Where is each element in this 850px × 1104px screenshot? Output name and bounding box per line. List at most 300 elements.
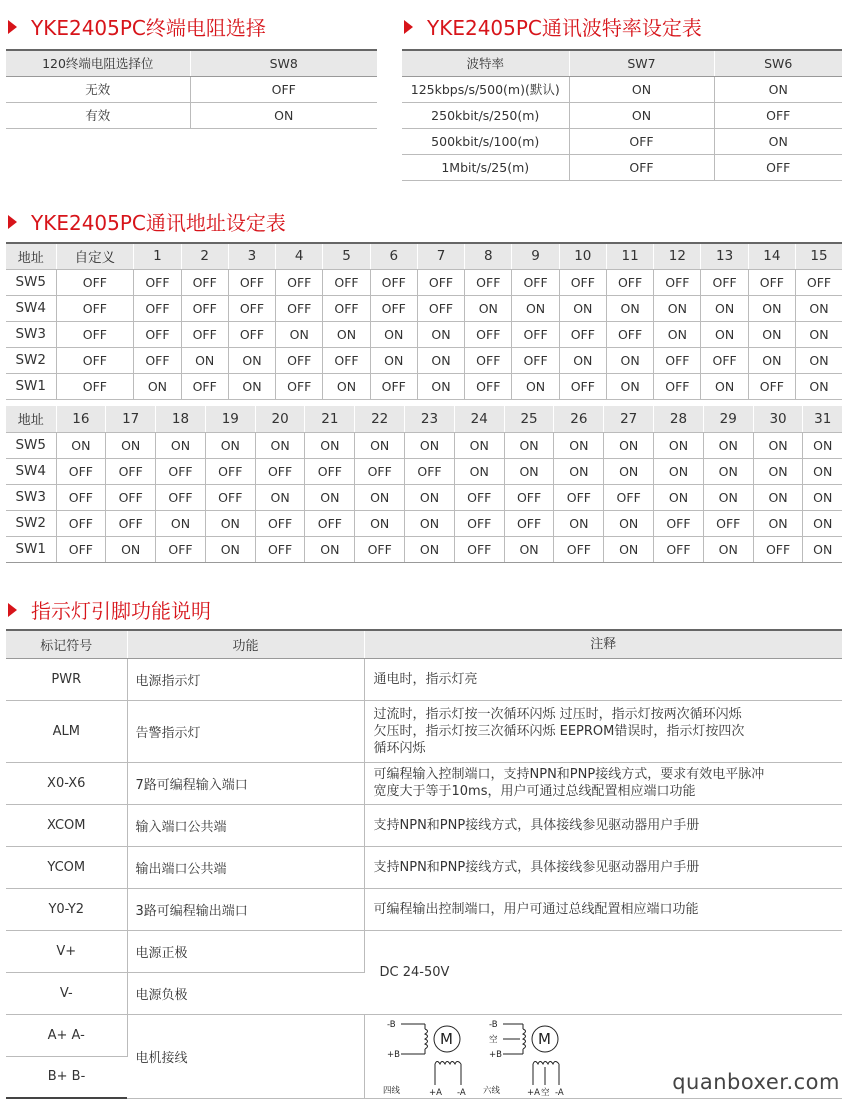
switch-state-cell: OFF xyxy=(703,510,753,536)
address-number-header: 10 xyxy=(559,243,606,269)
switch-state-cell: ON xyxy=(134,373,181,399)
switch-state-cell: OFF xyxy=(604,484,654,510)
switch-state-cell: OFF xyxy=(106,510,156,536)
table-cell: OFF xyxy=(190,76,377,102)
address-number-header: 30 xyxy=(753,406,803,432)
pin-function-cell: 电源指示灯 xyxy=(127,658,364,700)
address-label-header: 地址 xyxy=(6,406,56,432)
pin-note-line: 可编程输出控制端口，用户可通过总线配置相应端口功能 xyxy=(373,901,699,917)
switch-label-cell: SW4 xyxy=(6,458,56,484)
switch-state-cell: OFF xyxy=(512,347,559,373)
table-cell: ON xyxy=(569,102,714,128)
switch-state-cell: OFF xyxy=(559,373,606,399)
switch-state-cell: ON xyxy=(305,484,355,510)
switch-state-cell: OFF xyxy=(56,347,134,373)
switch-state-cell: OFF xyxy=(559,321,606,347)
six-wire-b-plus: +B xyxy=(488,1050,502,1060)
address-number-header: 20 xyxy=(255,406,305,432)
switch-state-cell: OFF xyxy=(181,321,228,347)
address-label-header: 地址 xyxy=(6,243,56,269)
switch-state-cell: ON xyxy=(604,536,654,562)
pin-note-line: 可编程输入控制端口，支持NPN和PNP接线方式，要求有效电平脉冲 xyxy=(373,767,765,782)
pin-function-cell: 告警指示灯 xyxy=(127,700,364,762)
switch-state-cell: OFF xyxy=(56,373,134,399)
switch-state-cell: ON xyxy=(255,432,305,458)
table-row xyxy=(402,102,842,128)
table-row xyxy=(6,484,842,510)
table-row xyxy=(6,888,842,930)
address-number-header: 自定义 xyxy=(56,243,134,269)
switch-label-cell: SW2 xyxy=(6,347,56,373)
six-wire-b-common: 空 xyxy=(488,1035,498,1045)
switch-state-cell: ON xyxy=(205,536,255,562)
switch-state-cell: OFF xyxy=(134,321,181,347)
switch-state-cell: ON xyxy=(606,373,653,399)
switch-state-cell: OFF xyxy=(56,321,134,347)
switch-state-cell: OFF xyxy=(796,269,842,295)
table-row xyxy=(6,658,842,700)
address-number-header: 19 xyxy=(205,406,255,432)
switch-state-cell: ON xyxy=(405,484,455,510)
six-wire-motor-label: M xyxy=(537,1030,551,1048)
switch-state-cell: OFF xyxy=(181,269,228,295)
address-number-header: 16 xyxy=(56,406,106,432)
table-row xyxy=(6,762,842,804)
motor-wiring-function: 电机接线 xyxy=(127,1014,364,1098)
switch-state-cell: OFF xyxy=(276,295,323,321)
switch-state-cell: ON xyxy=(228,373,275,399)
switch-state-cell: ON xyxy=(554,458,604,484)
triangle-bullet-icon xyxy=(8,603,17,617)
six-wire-motor-diagram xyxy=(482,1015,685,1099)
table-row xyxy=(6,846,842,888)
power-plus-symbol: V+ xyxy=(6,930,127,972)
switch-state-cell: OFF xyxy=(134,347,181,373)
switch-state-cell: OFF xyxy=(753,536,803,562)
switch-state-cell: OFF xyxy=(512,269,559,295)
switch-state-cell: ON xyxy=(701,321,748,347)
switch-state-cell: OFF xyxy=(654,269,701,295)
power-minus-symbol: V- xyxy=(6,972,127,1014)
table-cell: ON xyxy=(569,76,714,102)
table-cell: ON xyxy=(190,102,377,128)
switch-state-cell: ON xyxy=(228,347,275,373)
address-number-header: 8 xyxy=(465,243,512,269)
address-number-header: 25 xyxy=(504,406,554,432)
term-title-text: YKE2405PC终端电阻选择 xyxy=(31,16,266,40)
switch-state-cell: OFF xyxy=(465,347,512,373)
table-header-row xyxy=(6,630,842,658)
switch-state-cell: ON xyxy=(796,347,842,373)
switch-state-cell: ON xyxy=(417,347,464,373)
header-cell: SW8 xyxy=(190,50,377,76)
table-cell: OFF xyxy=(714,102,842,128)
table-header-row xyxy=(402,50,842,76)
switch-state-cell: ON xyxy=(205,510,255,536)
pin-symbol-cell: YCOM xyxy=(6,846,127,888)
table-row xyxy=(6,804,842,846)
pins-title-text: 指示灯引脚功能说明 xyxy=(31,599,211,623)
address-number-header: 22 xyxy=(355,406,405,432)
triangle-bullet-icon xyxy=(404,20,413,34)
address-table-1-15 xyxy=(6,242,842,400)
switch-state-cell: ON xyxy=(803,484,842,510)
switch-state-cell: ON xyxy=(559,295,606,321)
switch-state-cell: OFF xyxy=(355,458,405,484)
switch-state-cell: ON xyxy=(454,432,504,458)
switch-label-cell: SW2 xyxy=(6,510,56,536)
switch-state-cell: ON xyxy=(305,536,355,562)
switch-state-cell: OFF xyxy=(454,484,504,510)
header-cell: 功能 xyxy=(127,630,364,658)
switch-state-cell: OFF xyxy=(323,269,370,295)
table-row xyxy=(6,295,842,321)
switch-state-cell: OFF xyxy=(748,373,795,399)
switch-state-cell: ON xyxy=(405,536,455,562)
address-number-header: 13 xyxy=(701,243,748,269)
switch-state-cell: ON xyxy=(753,484,803,510)
switch-state-cell: OFF xyxy=(255,458,305,484)
switch-state-cell: OFF xyxy=(654,536,704,562)
switch-state-cell: OFF xyxy=(370,373,417,399)
pin-note-cell xyxy=(364,762,842,804)
table-row xyxy=(402,128,842,154)
switch-state-cell: ON xyxy=(417,321,464,347)
pin-note-line: 支持NPN和PNP接线方式，具体接线参见驱动器用户手册 xyxy=(373,817,700,833)
switch-state-cell: OFF xyxy=(654,510,704,536)
switch-state-cell: ON xyxy=(554,432,604,458)
table-cell: 无效 xyxy=(6,76,190,102)
pin-note-line: 宽度大于等于10ms，用户可通过总线配置相应端口功能 xyxy=(373,784,696,799)
address-number-header: 9 xyxy=(512,243,559,269)
switch-state-cell: ON xyxy=(803,510,842,536)
pin-symbol-cell: ALM xyxy=(6,700,127,762)
switch-state-cell: OFF xyxy=(417,269,464,295)
address-number-header: 4 xyxy=(276,243,323,269)
pin-symbol-cell: X0-X6 xyxy=(6,762,127,804)
switch-state-cell: OFF xyxy=(504,484,554,510)
address-number-header: 17 xyxy=(106,406,156,432)
switch-state-cell: OFF xyxy=(56,295,134,321)
pins-table-body xyxy=(6,658,842,930)
switch-state-cell: ON xyxy=(803,432,842,458)
switch-state-cell: OFF xyxy=(405,458,455,484)
address-number-header: 15 xyxy=(796,243,842,269)
address-number-header: 23 xyxy=(405,406,455,432)
pin-function-cell: 3路可编程输出端口 xyxy=(127,888,364,930)
pin-note-line: 欠压时，指示灯按三次循环闪烁 EEPROM错误时，指示灯按四次 xyxy=(373,723,745,739)
switch-state-cell: ON xyxy=(803,458,842,484)
switch-state-cell: ON xyxy=(504,536,554,562)
switch-state-cell: ON xyxy=(405,432,455,458)
pin-note-cell xyxy=(364,888,842,930)
switch-state-cell: OFF xyxy=(181,373,228,399)
pin-function-cell: 输入端口公共端 xyxy=(127,804,364,846)
switch-state-cell: ON xyxy=(370,321,417,347)
switch-state-cell: ON xyxy=(796,295,842,321)
switch-state-cell: OFF xyxy=(205,484,255,510)
header-cell: SW7 xyxy=(569,50,714,76)
table-cell: OFF xyxy=(714,154,842,180)
six-wire-a-common: 空 xyxy=(540,1088,550,1098)
switch-state-cell: ON xyxy=(355,432,405,458)
switch-state-cell: OFF xyxy=(454,510,504,536)
pin-note-cell xyxy=(364,658,842,700)
switch-state-cell: ON xyxy=(703,458,753,484)
switch-state-cell: OFF xyxy=(276,269,323,295)
switch-state-cell: OFF xyxy=(606,321,653,347)
switch-state-cell: ON xyxy=(106,432,156,458)
four-wire-motor-label: M xyxy=(439,1030,453,1048)
triangle-bullet-icon xyxy=(8,20,17,34)
header-cell: 120终端电阻选择位 xyxy=(6,50,190,76)
switch-state-cell: ON xyxy=(465,295,512,321)
address-number-header: 5 xyxy=(323,243,370,269)
switch-state-cell: ON xyxy=(703,536,753,562)
table-row xyxy=(6,700,842,762)
switch-state-cell: ON xyxy=(753,432,803,458)
table-cell: OFF xyxy=(569,154,714,180)
switch-state-cell: OFF xyxy=(465,269,512,295)
switch-state-cell: OFF xyxy=(554,536,604,562)
switch-state-cell: ON xyxy=(355,484,405,510)
switch-state-cell: OFF xyxy=(56,536,106,562)
switch-label-cell: SW1 xyxy=(6,536,56,562)
six-wire-a-plus: +A xyxy=(526,1088,540,1098)
switch-state-cell: OFF xyxy=(417,295,464,321)
site-watermark: quanboxer.com xyxy=(672,1070,840,1094)
switch-state-cell: ON xyxy=(554,510,604,536)
table-header-row xyxy=(6,243,842,269)
pin-note-cell xyxy=(364,804,842,846)
switch-state-cell: ON xyxy=(753,510,803,536)
address-number-header: 6 xyxy=(370,243,417,269)
switch-state-cell: ON xyxy=(748,347,795,373)
pin-note-line: 通电时，指示灯亮 xyxy=(373,671,478,687)
table-row xyxy=(6,510,842,536)
switch-label-cell: SW3 xyxy=(6,484,56,510)
switch-state-cell: ON xyxy=(156,510,206,536)
table-row xyxy=(6,102,377,128)
table-cell: 250kbit/s/250(m) xyxy=(402,102,569,128)
address-number-header: 1 xyxy=(134,243,181,269)
table-cell: 500kbit/s/100(m) xyxy=(402,128,569,154)
switch-state-cell: OFF xyxy=(255,510,305,536)
indicator-pin-table xyxy=(6,629,842,1099)
four-wire-b-minus: -B xyxy=(386,1020,396,1030)
address-number-header: 24 xyxy=(454,406,504,432)
switch-state-cell: ON xyxy=(512,295,559,321)
table-row xyxy=(6,1014,842,1056)
header-cell: SW6 xyxy=(714,50,842,76)
table-header-row xyxy=(6,406,842,432)
switch-state-cell: ON xyxy=(106,536,156,562)
switch-state-cell: OFF xyxy=(323,295,370,321)
switch-label-cell: SW1 xyxy=(6,373,56,399)
switch-state-cell: ON xyxy=(255,484,305,510)
switch-state-cell: OFF xyxy=(228,321,275,347)
switch-state-cell: OFF xyxy=(56,484,106,510)
switch-state-cell: OFF xyxy=(56,510,106,536)
switch-state-cell: OFF xyxy=(56,458,106,484)
switch-state-cell: OFF xyxy=(156,484,206,510)
switch-state-cell: ON xyxy=(748,321,795,347)
six-wire-b-minus: -B xyxy=(488,1020,498,1030)
table-cell: OFF xyxy=(569,128,714,154)
switch-state-cell: ON xyxy=(604,510,654,536)
pin-note-line: 支持NPN和PNP接线方式，具体接线参见驱动器用户手册 xyxy=(373,859,700,875)
switch-state-cell: ON xyxy=(703,484,753,510)
switch-state-cell: ON xyxy=(796,321,842,347)
table-cell: ON xyxy=(714,76,842,102)
switch-state-cell: ON xyxy=(654,321,701,347)
power-plus-function: 电源正极 xyxy=(127,930,364,972)
switch-state-cell: ON xyxy=(748,295,795,321)
switch-label-cell: SW5 xyxy=(6,269,56,295)
switch-state-cell: OFF xyxy=(205,458,255,484)
address-number-header: 18 xyxy=(156,406,206,432)
switch-state-cell: OFF xyxy=(465,373,512,399)
address-number-header: 7 xyxy=(417,243,464,269)
switch-state-cell: OFF xyxy=(276,347,323,373)
switch-state-cell: OFF xyxy=(504,510,554,536)
switch-state-cell: OFF xyxy=(134,295,181,321)
switch-state-cell: ON xyxy=(606,295,653,321)
switch-state-cell: ON xyxy=(654,295,701,321)
switch-state-cell: OFF xyxy=(654,373,701,399)
six-wire-label: 六线 xyxy=(482,1086,500,1096)
pins-section-title xyxy=(8,595,211,624)
address-number-header: 2 xyxy=(181,243,228,269)
pin-symbol-cell: Y0-Y2 xyxy=(6,888,127,930)
table-row xyxy=(6,321,842,347)
switch-state-cell: ON xyxy=(803,536,842,562)
switch-state-cell: ON xyxy=(156,432,206,458)
switch-state-cell: OFF xyxy=(454,536,504,562)
pin-symbol-cell: XCOM xyxy=(6,804,127,846)
switch-state-cell: ON xyxy=(753,458,803,484)
pin-function-cell: 7路可编程输入端口 xyxy=(127,762,364,804)
address-number-header: 12 xyxy=(654,243,701,269)
switch-state-cell: OFF xyxy=(748,269,795,295)
term-section-title xyxy=(8,12,266,41)
table-row xyxy=(6,432,842,458)
table-row xyxy=(6,536,842,562)
switch-state-cell: ON xyxy=(323,373,370,399)
switch-state-cell: ON xyxy=(181,347,228,373)
switch-state-cell: ON xyxy=(305,432,355,458)
address-number-header: 3 xyxy=(228,243,275,269)
switch-state-cell: OFF xyxy=(255,536,305,562)
table-row xyxy=(6,269,842,295)
switch-state-cell: OFF xyxy=(56,269,134,295)
termination-resistor-table xyxy=(6,49,377,129)
switch-state-cell: OFF xyxy=(156,536,206,562)
switch-state-cell: OFF xyxy=(370,269,417,295)
address-number-header: 14 xyxy=(748,243,795,269)
table-row xyxy=(6,458,842,484)
motor-b-symbol: B+ B- xyxy=(6,1056,127,1098)
baud-rate-table xyxy=(402,49,842,181)
table-row xyxy=(6,347,842,373)
switch-state-cell: ON xyxy=(504,432,554,458)
switch-state-cell: OFF xyxy=(134,269,181,295)
switch-state-cell: OFF xyxy=(606,269,653,295)
table-cell: ON xyxy=(714,128,842,154)
four-wire-label: 四线 xyxy=(382,1086,400,1096)
switch-state-cell: OFF xyxy=(305,458,355,484)
header-cell: 波特率 xyxy=(402,50,569,76)
pin-function-cell: 输出端口公共端 xyxy=(127,846,364,888)
switch-label-cell: SW4 xyxy=(6,295,56,321)
switch-state-cell: ON xyxy=(512,373,559,399)
switch-state-cell: ON xyxy=(323,321,370,347)
switch-label-cell: SW3 xyxy=(6,321,56,347)
four-wire-a-minus: -A xyxy=(456,1088,466,1098)
switch-state-cell: ON xyxy=(654,432,704,458)
table-row xyxy=(6,373,842,399)
switch-state-cell: ON xyxy=(703,432,753,458)
switch-state-cell: OFF xyxy=(701,347,748,373)
pin-note-cell xyxy=(364,700,842,762)
table-row xyxy=(6,930,842,972)
switch-label-cell: SW5 xyxy=(6,432,56,458)
switch-state-cell: ON xyxy=(796,373,842,399)
power-note: DC 24-50V xyxy=(364,930,842,1014)
switch-state-cell: ON xyxy=(559,347,606,373)
four-wire-a-plus: +A xyxy=(428,1088,442,1098)
table-cell: 1Mbit/s/25(m) xyxy=(402,154,569,180)
switch-state-cell: OFF xyxy=(181,295,228,321)
switch-state-cell: OFF xyxy=(512,321,559,347)
four-wire-b-plus: +B xyxy=(386,1050,400,1060)
switch-state-cell: ON xyxy=(504,458,554,484)
switch-state-cell: ON xyxy=(56,432,106,458)
addr-title-text: YKE2405PC通讯地址设定表 xyxy=(31,211,286,235)
switch-state-cell: OFF xyxy=(370,295,417,321)
switch-state-cell: ON xyxy=(701,295,748,321)
switch-state-cell: ON xyxy=(355,510,405,536)
switch-state-cell: ON xyxy=(606,347,653,373)
switch-state-cell: OFF xyxy=(276,373,323,399)
switch-state-cell: ON xyxy=(454,458,504,484)
address-number-header: 11 xyxy=(606,243,653,269)
switch-state-cell: OFF xyxy=(156,458,206,484)
switch-state-cell: ON xyxy=(604,432,654,458)
switch-state-cell: ON xyxy=(205,432,255,458)
pin-note-cell xyxy=(364,846,842,888)
switch-state-cell: ON xyxy=(370,347,417,373)
switch-state-cell: OFF xyxy=(106,458,156,484)
switch-state-cell: ON xyxy=(405,510,455,536)
table-row xyxy=(6,76,377,102)
switch-state-cell: OFF xyxy=(305,510,355,536)
addr-section-title xyxy=(8,207,286,236)
table-row xyxy=(402,154,842,180)
header-cell: 标记符号 xyxy=(6,630,127,658)
address-number-header: 21 xyxy=(305,406,355,432)
switch-state-cell: ON xyxy=(654,484,704,510)
power-minus-function: 电源负极 xyxy=(127,972,364,1014)
switch-state-cell: ON xyxy=(417,373,464,399)
switch-state-cell: OFF xyxy=(701,269,748,295)
switch-state-cell: OFF xyxy=(323,347,370,373)
switch-state-cell: OFF xyxy=(465,321,512,347)
switch-state-cell: OFF xyxy=(554,484,604,510)
table-cell: 有效 xyxy=(6,102,190,128)
table-cell: 125kbps/s/500(m)(默认) xyxy=(402,76,569,102)
table-row xyxy=(402,76,842,102)
